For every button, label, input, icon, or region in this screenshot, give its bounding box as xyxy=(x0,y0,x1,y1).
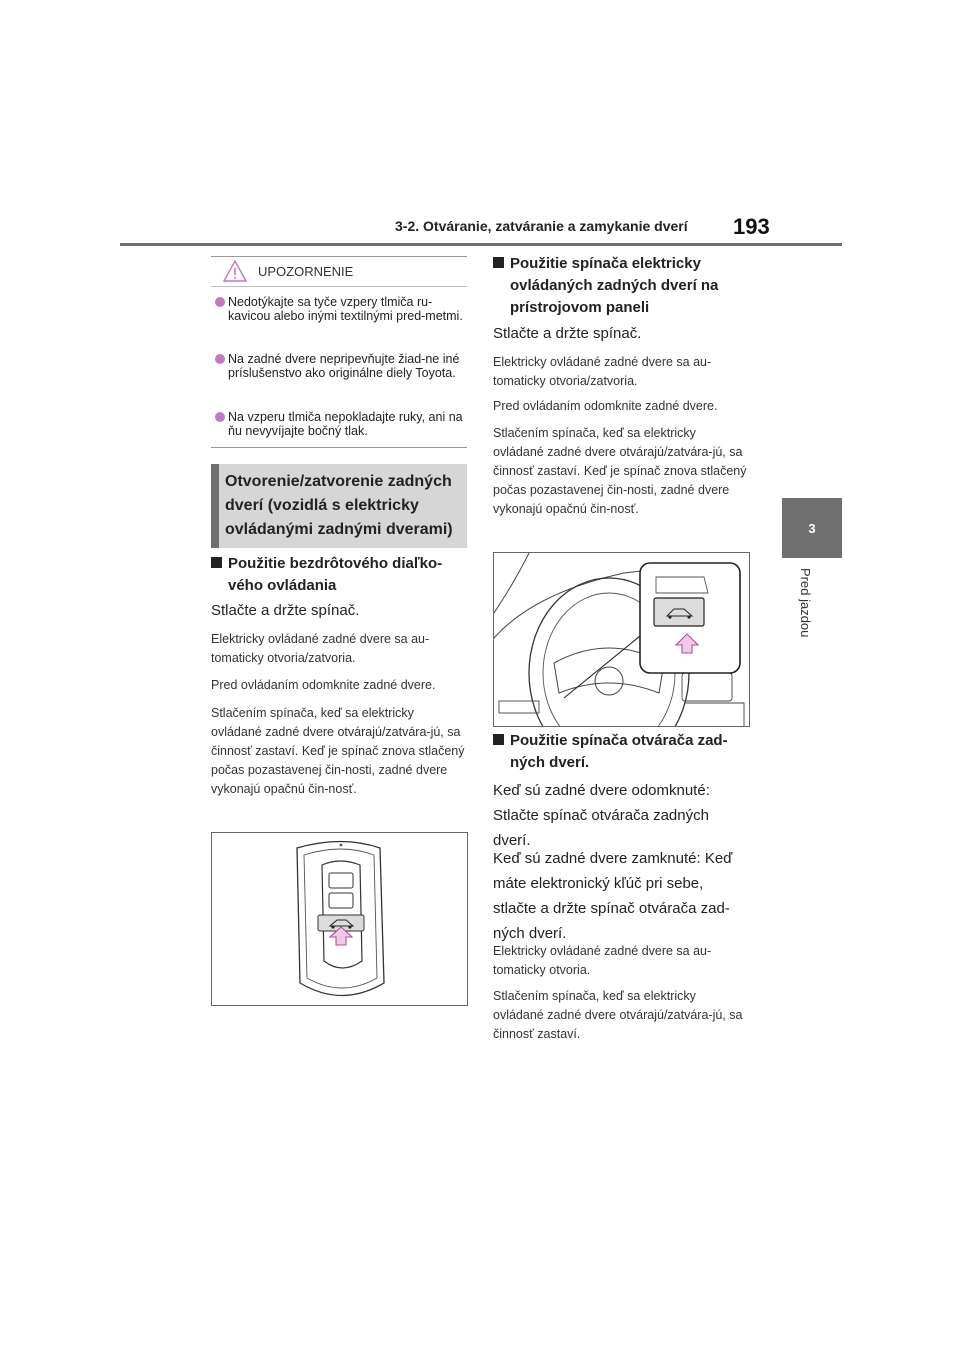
instruction-text: Keď sú zadné dvere odomknuté: Stlačte spínač otvárača zadných dverí. xyxy=(493,782,710,849)
dashboard-illustration xyxy=(494,553,749,726)
square-bullet-icon xyxy=(493,257,504,268)
chapter-tab: 3 xyxy=(782,498,842,558)
section-heading-bar xyxy=(211,464,219,548)
section-heading: Otvorenie/zatvorenie zadných dverí (vozidlá s elektricky ovládanými zadnými dverami) xyxy=(225,473,453,538)
page-number: 193 xyxy=(733,214,770,239)
section-header-title: 3-2. Otváranie, zatváranie a zamykanie dverí xyxy=(395,218,688,234)
paragraph: Elektricky ovládané zadné dvere sa au-tomaticky otvoria/zatvoria. xyxy=(493,355,712,388)
square-bullet-icon xyxy=(211,557,222,568)
bullet-icon xyxy=(215,354,225,364)
warning-item-text: Nedotýkajte sa tyče vzpery tlmiča ru-kavicou alebo inými textilnými pred-metmi. xyxy=(228,295,463,323)
key-fob-illustration xyxy=(212,833,467,1005)
paragraph: Elektricky ovládané zadné dvere sa au-tomaticky otvoria. xyxy=(493,944,712,977)
instruction-text: Keď sú zadné dvere zamknuté: Keď máte elektronický kľúč pri sebe, stlačte a držte spínač otvárača zad-ných dverí. xyxy=(493,850,733,942)
warning-triangle-icon xyxy=(223,260,247,282)
paragraph: Stlačením spínača, keď sa elektricky ovládané zadné dvere otvárajú/zatvára-jú, sa činnosť zastaví. Keď je spínač znova stlačený počas pozastavenej čin-nosti, zadné dvere vykonajú opačnú čin-nosť. xyxy=(493,426,747,516)
chapter-label-container xyxy=(795,568,815,668)
header-rule xyxy=(120,243,842,246)
paragraph: Pred ovládaním odomknite zadné dvere. xyxy=(493,399,718,413)
warning-item-text: Na vzperu tlmiča nepokladajte ruky, ani na ňu nevyvíjajte bočný tlak. xyxy=(228,410,463,438)
bullet-icon xyxy=(215,297,225,307)
key-fob-figure xyxy=(211,832,468,1006)
instruction-text: Stlačte a držte spínač. xyxy=(211,602,360,619)
dashboard-figure xyxy=(493,552,750,727)
paragraph: Elektricky ovládané zadné dvere sa au-tomaticky otvoria/zatvoria. xyxy=(211,632,430,665)
paragraph: Pred ovládaním odomknite zadné dvere. xyxy=(211,678,436,692)
chapter-label: Pred jazdou xyxy=(798,568,813,638)
warning-item-text: Na zadné dvere nepripevňujte žiad-ne iné príslušenstvo ako originálne diely Toyota. xyxy=(228,352,460,380)
instruction-text: Stlačte a držte spínač. xyxy=(493,325,642,342)
bullet-icon xyxy=(215,412,225,422)
square-bullet-icon xyxy=(493,734,504,745)
warning-title: UPOZORNENIE xyxy=(258,264,354,279)
paragraph: Stlačením spínača, keď sa elektricky ovládané zadné dvere otvárajú/zatvára-jú, sa činnosť zastaví. Keď je spínač znova stlačený počas pozastavenej čin-nosti, zadné dvere vykonajú opačnú čin-nosť. xyxy=(211,706,465,796)
paragraph: Stlačením spínača, keď sa elektricky ovládané zadné dvere otvárajú/zatvára-jú, sa činnosť zastaví. xyxy=(493,989,743,1041)
